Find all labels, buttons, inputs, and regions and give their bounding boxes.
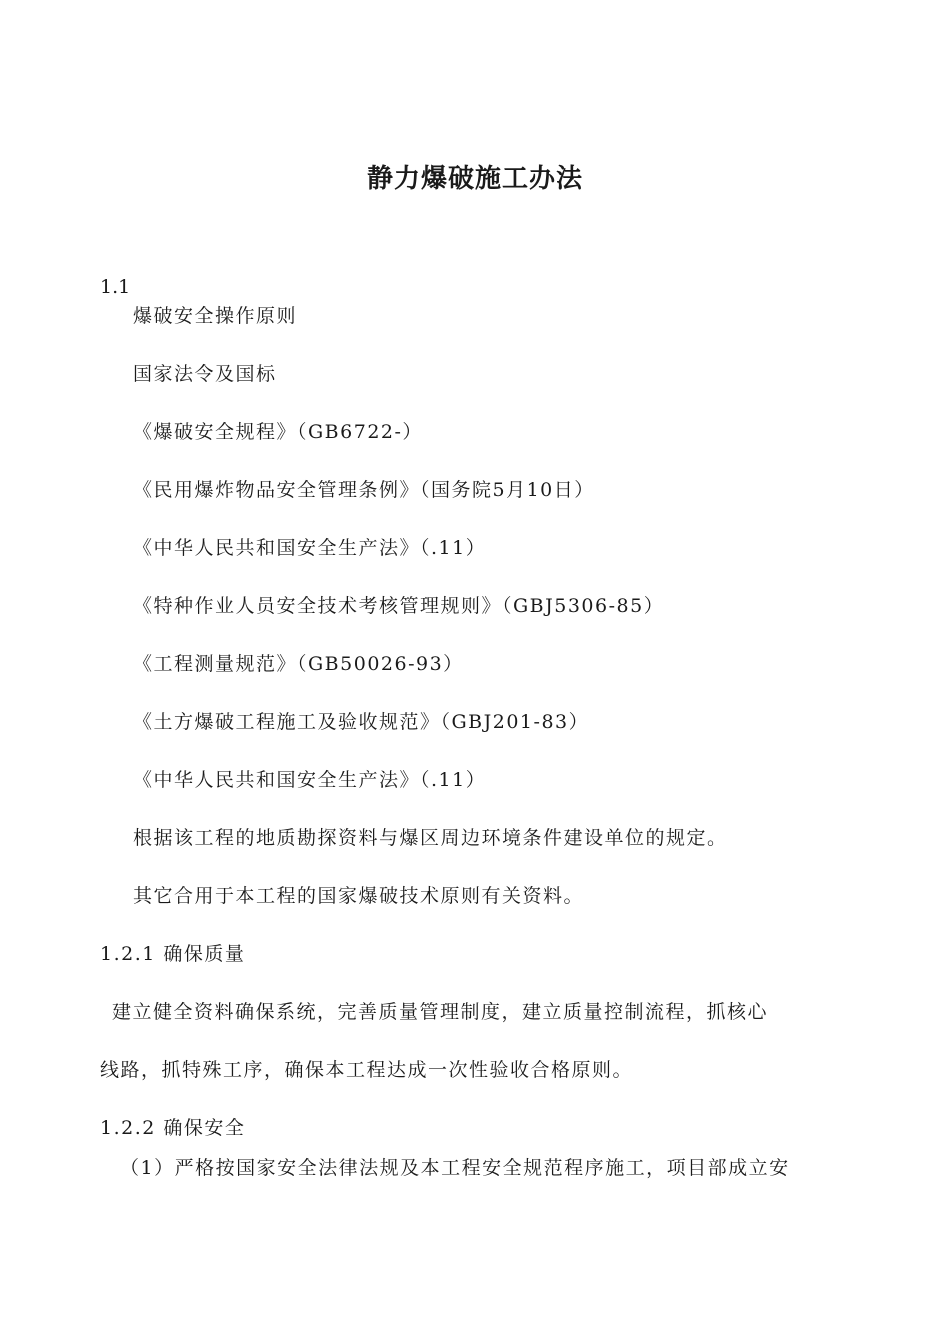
reference-item: 《爆破安全规程》（GB6722-） — [133, 421, 423, 443]
body-paragraph: 根据该工程的地质勘探资料与爆区周边环境条件建设单位的规定。 — [133, 827, 728, 849]
page-title: 静力爆破施工办法 — [366, 164, 583, 194]
body-paragraph: 建立健全资料确保系统，完善质量管理制度，建立质量控制流程，抓核心 — [112, 1001, 769, 1023]
body-paragraph: 其它合用于本工程的国家爆破技术原则有关资料。 — [133, 885, 585, 907]
reference-item: 《特种作业人员安全技术考核管理规则》（GBJ5306-85） — [133, 595, 665, 617]
reference-item: 《民用爆炸物品安全管理条例》（国务院5月10日） — [133, 479, 595, 501]
reference-item: 《中华人民共和国安全生产法》（.11） — [133, 769, 487, 791]
section-heading: 1.2.2 确保安全 — [100, 1117, 246, 1139]
section-heading: 爆破安全操作原则 — [133, 305, 298, 327]
section-number: 1.1 — [100, 276, 131, 298]
reference-item: 《工程测量规范》（GB50026-93） — [133, 653, 464, 675]
sub-heading: 国家法令及国标 — [133, 363, 277, 385]
body-paragraph: 线路，抓特殊工序，确保本工程达成一次性验收合格原则。 — [100, 1059, 634, 1081]
body-paragraph: （1）严格按国家安全法律法规及本工程安全规范程序施工，项目部成立安 — [120, 1157, 790, 1179]
reference-item: 《中华人民共和国安全生产法》（.11） — [133, 537, 487, 559]
reference-item: 《土方爆破工程施工及验收规范》（GBJ201-83） — [133, 711, 590, 733]
section-heading: 1.2.1 确保质量 — [100, 943, 246, 965]
